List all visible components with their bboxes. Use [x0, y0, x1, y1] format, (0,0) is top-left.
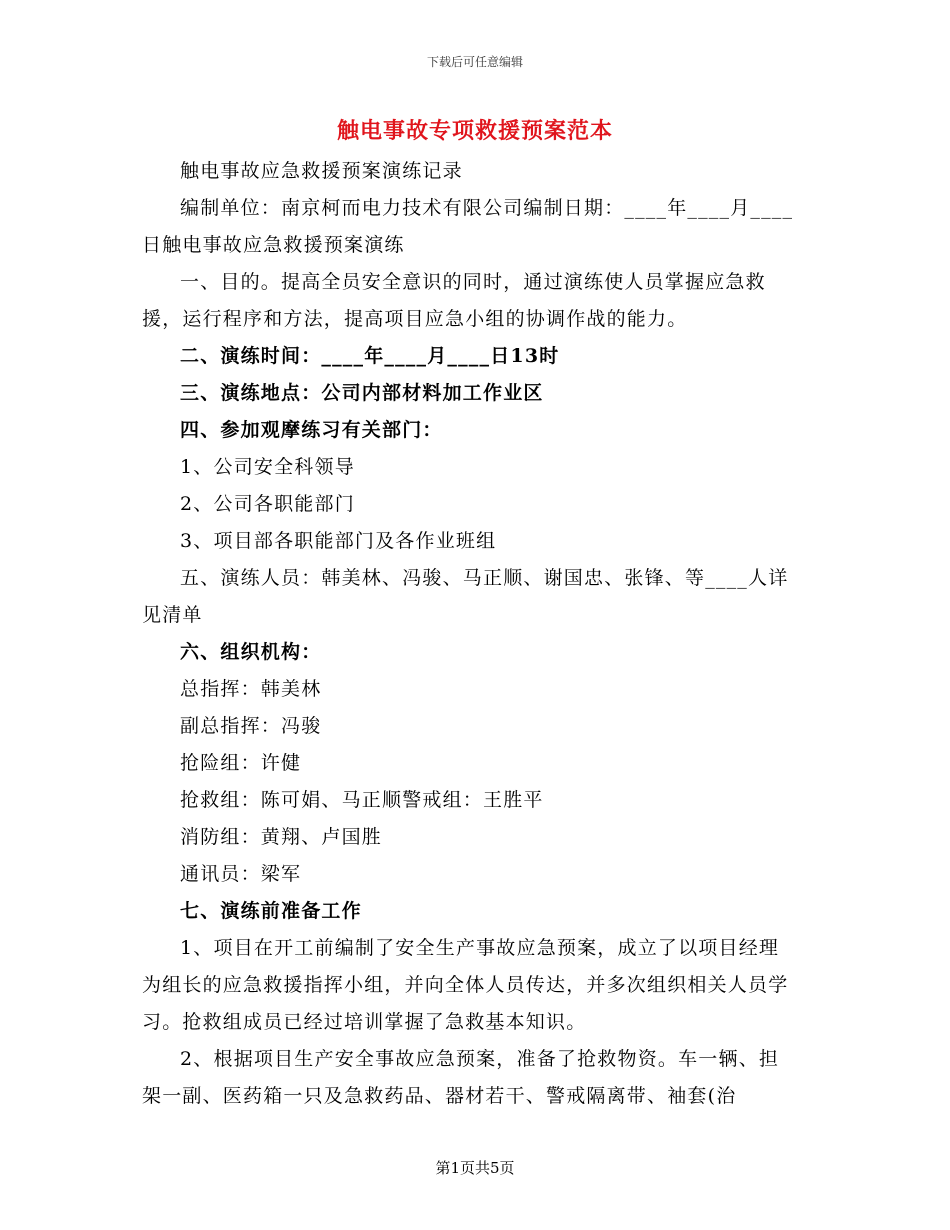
heading-drill-time: 二、演练时间：____年____月____日13时 [180, 345, 560, 367]
list-item-department: 3、项目部各职能部门及各作业班组 [180, 530, 497, 552]
paragraph-drill-record: 触电事故应急救援预案演练记录 [180, 160, 463, 182]
heading-observing-departments: 四、参加观摩练习有关部门： [180, 419, 443, 441]
heading-drill-location: 三、演练地点：公司内部材料加工作业区 [180, 382, 544, 404]
page-footer-number: 第1页共5页 [435, 1159, 515, 1177]
list-item-department: 1、公司安全科领导 [180, 456, 355, 478]
org-role-line: 抢救组：陈可娟、马正顺警戒组：王胜平 [180, 789, 544, 811]
paragraph-purpose: 一、目的。提高全员安全意识的同时，通过演练使人员掌握应急救援，运行程序和方法，提高项目应急小组的协调作战的能力。 [142, 271, 766, 330]
org-role-line: 总指挥：韩美林 [180, 678, 322, 700]
heading-organization: 六、组织机构： [180, 641, 322, 663]
paragraph-compiling-unit: 编制单位：南京柯而电力技术有限公司编制日期：____年____月____日触电事故应急救援预案演练 [142, 197, 794, 256]
heading-preparation: 七、演练前准备工作 [180, 900, 362, 922]
list-item-department: 2、公司各职能部门 [180, 493, 355, 515]
paragraph-preparation-2: 2、根据项目生产安全事故应急预案，准备了抢救物资。车一辆、担架一副、医药箱一只及急救药品、器材若干、警戒隔离带、袖套(治 [142, 1048, 780, 1107]
org-role-line: 抢险组：许健 [180, 752, 302, 774]
org-role-line: 通讯员：梁军 [180, 863, 302, 885]
org-role-line: 消防组：黄翔、卢国胜 [180, 826, 383, 848]
org-role-line: 副总指挥：冯骏 [180, 715, 322, 737]
page-header-note: 下载后可任意编辑 [426, 55, 523, 69]
paragraph-preparation-1: 1、项目在开工前编制了安全生产事故应急预案，成立了以项目经理为组长的应急救援指挥小组，并向全体人员传达，并多次组织相关人员学习。抢救组成员已经过培训掌握了急救基本知识。 [142, 937, 789, 1033]
paragraph-drill-personnel: 五、演练人员：韩美林、冯骏、马正顺、谢国忠、张锋、等____人详见清单 [142, 567, 789, 626]
document-title: 触电事故专项救援预案范本 [336, 118, 613, 144]
document-body [142, 153, 798, 1115]
